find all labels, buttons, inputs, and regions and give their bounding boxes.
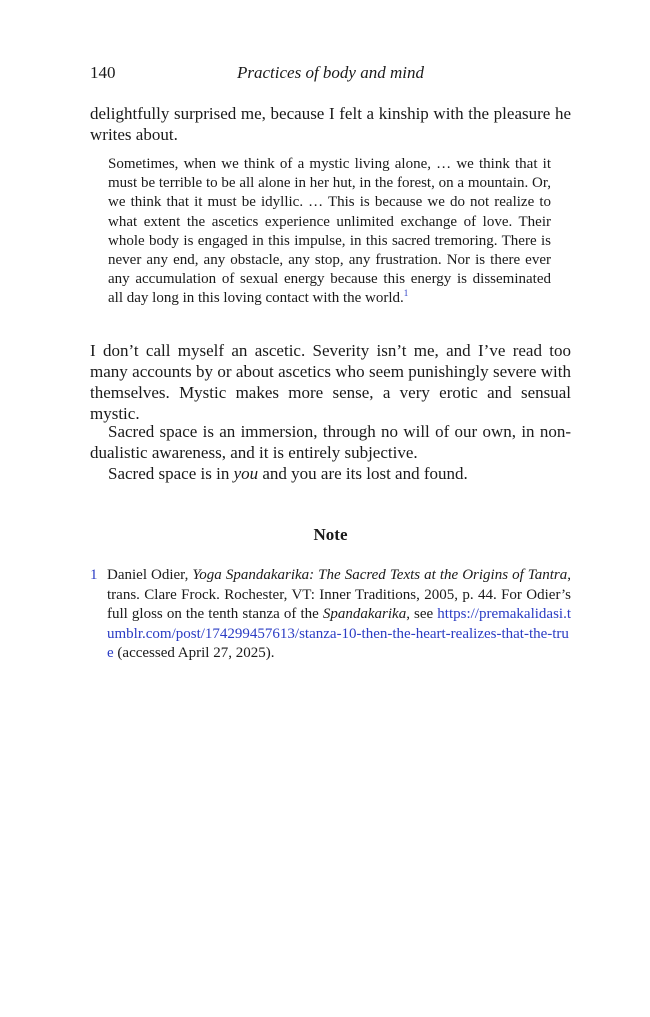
emphasis-text: you [233,464,259,483]
running-head [90,61,571,85]
footnote-see: , see [406,606,438,622]
block-quote [108,155,551,309]
footnote-text [107,566,571,664]
notes-heading: Note [313,525,348,544]
page-number: 140 [90,63,116,82]
body-text-span: and you are its lost and found. [258,464,468,483]
body-paragraph-group [90,421,571,484]
running-title: Practices of body and mind [237,63,424,82]
footnote-number[interactable]: 1 [90,567,98,583]
body-text-span: Sacred space is in [108,464,234,483]
body-paragraph: delightfully surprised me, because I felt a kinship with the pleasure he writes about. [90,104,571,144]
body-paragraph [90,463,571,484]
block-quote-text: Sometimes, when we think of a mystic living alone, … we think that it must be terrible to be all alone in her hut, in the forest, on a mountain. Or, we think that it must be idyllic. … This is because we do not realize to what extent the ascetics experience unlimited exchange of love. Their whole body is engaged in this impulse, in this sacred tremoring. There is never any end, any obstacle, any stop, any frustration. Nor is there ever any accumulation of sexual energy because this energy is disseminated all day long in this loving contact with the world. [108,156,551,307]
footnote [90,566,571,664]
footnote-work-title: Spandakarika [322,606,407,622]
footnote-url-link[interactable]: https://premakalidasi.tumblr.com/post/174299457613/stanza-10-then-the-heart-realizes-that-the-true [107,606,572,661]
body-paragraph: Sacred space is an immersion, through no will of our own, in non-dualistic awareness, and it is entirely subjective. [90,422,571,462]
body-paragraph: I don’t call myself an ascetic. Severity isn’t me, and I’ve read too many accounts by or about ascetics who seem punishingly severe with themselves. Mystic makes more sense, a very erotic and sensual mystic. [90,341,571,423]
footnote-book-title: Yoga Spandakarika: The Sacred Texts at the Origins of Tantra [192,567,568,583]
footnote-reference[interactable]: 1 [403,288,409,299]
footnote-author: Daniel Odier, [107,567,193,583]
footnote-accessed: (accessed April 27, 2025). [113,645,275,661]
footnote-publication: , trans. Clare Frock. Rochester, VT: Inner Traditions, 2005, p. 44. For Odier’s full gloss on the tenth stanza of the [107,567,571,622]
